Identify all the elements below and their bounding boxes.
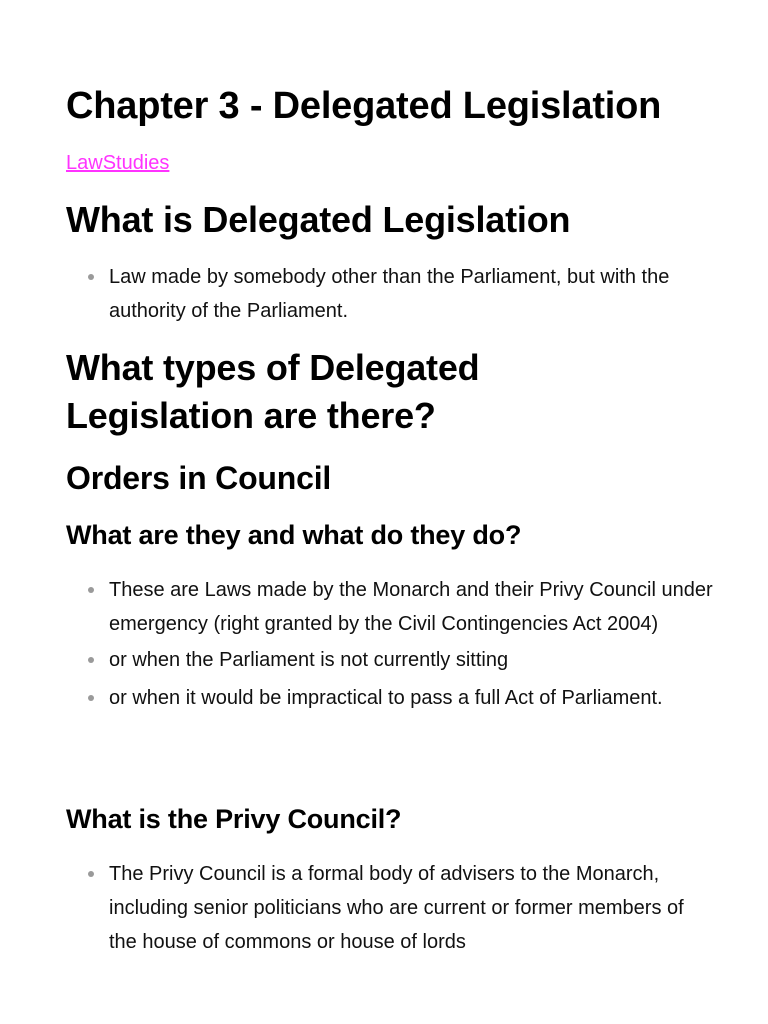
question-heading-privy-council: What is the Privy Council? [66,804,402,834]
list-item-text: or when the Parliament is not currently sitting [109,649,509,671]
list-item [66,573,716,641]
list-item [66,857,716,959]
subsection-heading-orders-in-council: Orders in Council [66,460,332,496]
bullet-dot-icon [88,695,94,701]
list-item [66,260,716,328]
bullet-list-definition [66,260,716,328]
bullet-list-privy-council [66,857,716,959]
bullet-dot-icon [88,657,94,663]
source-link[interactable]: LawStudies [66,152,170,174]
list-item [66,643,716,677]
list-item-text: The Privy Council is a formal body of advisers to the Monarch, including senior politicians who are current or former members of the house of commons or house of lords [109,863,684,953]
section-heading-types: What types of Delegated Legislation are there? [66,347,480,436]
bullet-dot-icon [88,587,94,593]
list-item-text: These are Laws made by the Monarch and their Privy Council under emergency (right granted by the Civil Contingencies Act 2004) [109,579,713,635]
list-item-text: or when it would be impractical to pass a full Act of Parliament. [109,687,663,709]
bullet-list-orders [66,573,716,715]
bullet-dot-icon [88,274,94,280]
page-title: Chapter 3 - Delegated Legislation [66,85,662,127]
question-heading-what-are-they: What are they and what do they do? [66,520,522,550]
section-heading-what-is: What is Delegated Legislation [66,199,571,240]
list-item [66,681,716,715]
list-item-text: Law made by somebody other than the Parliament, but with the authority of the Parliament. [109,266,670,322]
bullet-dot-icon [88,871,94,877]
